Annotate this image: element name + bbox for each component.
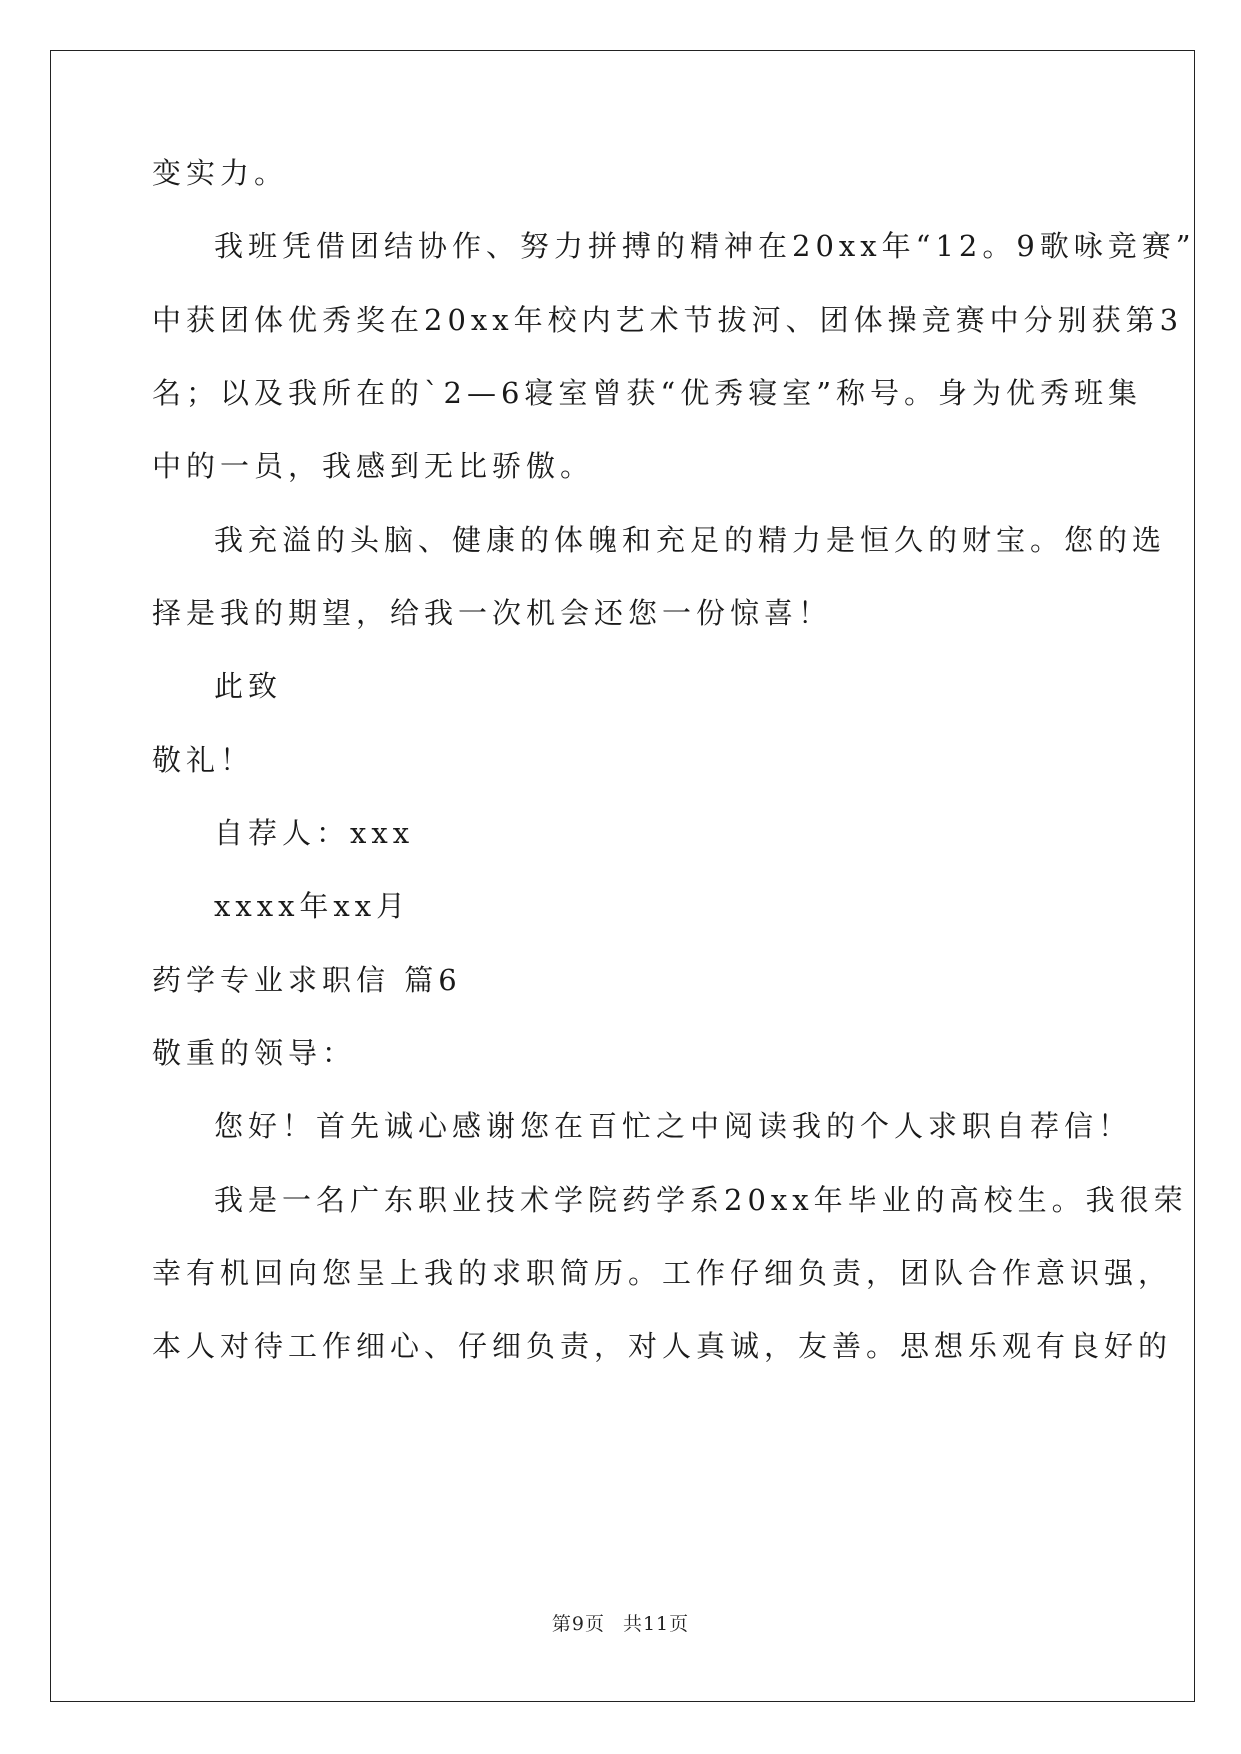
text-line: 中获团体优秀奖在20xx年校内艺术节拔河、团体操竞赛中分别获第3 [152,303,1184,337]
text-line: 您好！首先诚心感谢您在百忙之中阅读我的个人求职自荐信！ [214,1109,1133,1143]
section-title: 药学专业求职信 篇6 [152,963,462,997]
text-line: 名；以及我所在的`2—6寝室曾获“优秀寝室”称号。身为优秀班集 [152,376,1143,410]
text-line: 幸有机回向您呈上我的求职简历。工作仔细负责，团队合作意识强， [152,1256,1173,1290]
closing-salutation: 此致 [214,669,283,703]
signature-date: xxxx年xx月 [214,889,411,923]
closing-regards: 敬礼！ [152,743,255,777]
text-line: 我充溢的头脑、健康的体魄和充足的精力是恒久的财宝。您的选 [214,523,1167,557]
page-total: 共11页 [622,1613,690,1635]
page-border [50,50,1195,1702]
text-line: 我是一名广东职业技术学院药学系20xx年毕业的高校生。我很荣 [214,1183,1188,1217]
text-line: 变实力。 [152,156,289,190]
page-footer [0,1612,1241,1636]
letter-greeting: 敬重的领导： [152,1036,357,1070]
text-line: 中的一员，我感到无比骄傲。 [152,449,595,483]
text-line: 择是我的期望，给我一次机会还您一份惊喜！ [152,596,833,630]
text-line: 本人对待工作细心、仔细负责，对人真诚，友善。思想乐观有良好的 [152,1329,1173,1363]
page-number: 第9页 [551,1613,605,1635]
signature-name: 自荐人：xxx [214,816,415,850]
text-line: 我班凭借团结协作、努力拼搏的精神在20xx年“12。9歌咏竞赛” [214,229,1196,263]
